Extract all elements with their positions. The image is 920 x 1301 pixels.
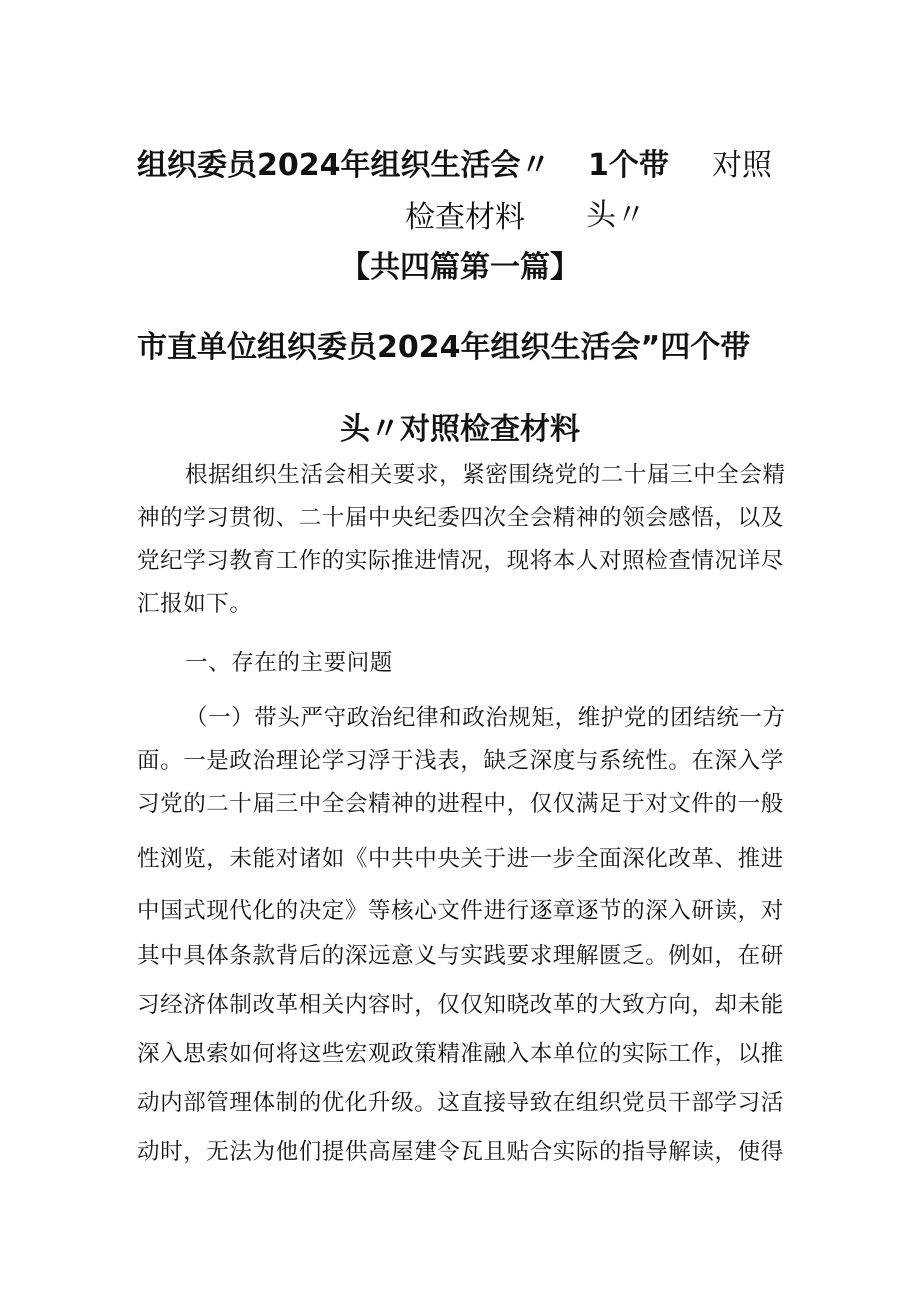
paragraph-1-line-1: 根据组织生活会相关要求，紧密围绕党的二十届三中全会精 xyxy=(185,462,786,488)
section-heading-problems: 一、存在的主要问题 xyxy=(185,650,393,676)
paragraph-3-line-6: 其中具体条款背后的深远意义与实践要求理解匮乏。例如，在研 xyxy=(137,943,784,969)
section-title-line-1: 市直单位组织委员2024年组织生活会”四个带 xyxy=(137,330,751,365)
paragraph-3-line-1: （一）带头严守政治纪律和政治规矩，维护党的团结统一方 xyxy=(185,705,786,731)
paragraph-3-line-9: 动内部管理体制的优化升级。这直接导致在组织党员干部学习活 xyxy=(137,1090,784,1116)
paragraph-3-line-7: 习经济体制改革相关内容时，仅仅知晓改革的大致方向，却未能 xyxy=(137,992,784,1018)
paragraph-1-line-4: 汇报如下。 xyxy=(137,591,253,617)
paragraph-3-line-8: 深入思索如何将这些宏观政策精准融入本单位的实际工作，以推 xyxy=(137,1041,784,1067)
subtitle: 【共四篇第一篇】 xyxy=(340,250,580,285)
section-title-line-2: 头〃对照检查材料 xyxy=(340,412,580,447)
paragraph-3-line-10: 动时，无法为他们提供高屋建令瓦且贴合实际的指导解读，使得 xyxy=(137,1139,784,1165)
main-title-part-5: 头〃 xyxy=(586,198,646,233)
main-title-part-4: 检查材料 xyxy=(405,200,525,235)
paragraph-1-line-3: 党纪学习教育工作的实际推进情况，现将本人对照检查情况详尽 xyxy=(137,548,784,574)
main-title-part-2: 1个带 xyxy=(588,148,669,183)
paragraph-3-line-2: 面。一是政治理论学习浮于浅表，缺乏深度与系统性。在深入学 xyxy=(137,748,784,774)
paragraph-1-line-2: 神的学习贯彻、二十届中央纪委四次全会精神的领会感悟，以及 xyxy=(137,505,784,531)
paragraph-3-line-4: 性浏览，未能对诸如《中共中央关于进一步全面深化改革、推进 xyxy=(137,846,784,872)
main-title-part-3: 对照 xyxy=(712,148,772,183)
main-title-part-1: 组织委员2024年组织生活会〃 xyxy=(137,148,551,183)
paragraph-3-line-5: 中国式现代化的决定》等核心文件进行逐章逐节的深入研读，对 xyxy=(137,898,784,924)
paragraph-3-line-3: 习党的二十届三中全会精神的进程中，仅仅满足于对文件的一般 xyxy=(137,791,784,817)
